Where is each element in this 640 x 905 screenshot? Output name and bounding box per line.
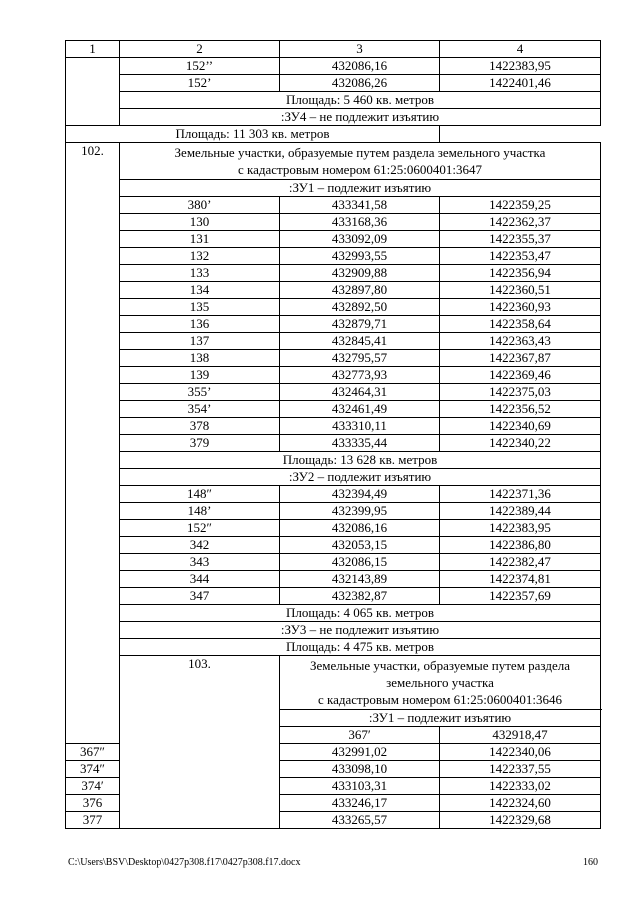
note-row (66, 126, 601, 143)
point-number-cell: 134 (120, 282, 280, 299)
x-coordinate-cell: 432461,49 (280, 401, 440, 418)
x-coordinate-cell: 432897,80 (280, 282, 440, 299)
point-number-cell: 376 (66, 795, 120, 812)
point-number-cell: 355’ (120, 384, 280, 401)
note-row (66, 622, 601, 639)
item-title-line: Земельные участки, образуемые путем раздела земельного участка (310, 658, 570, 690)
y-coordinate-cell: 1422359,25 (440, 197, 601, 214)
table-row (66, 231, 601, 248)
point-number-cell: 344 (120, 571, 280, 588)
x-coordinate-cell: 433098,10 (280, 761, 440, 778)
point-number-cell: 347 (120, 588, 280, 605)
item-row (66, 143, 601, 180)
y-coordinate-cell: 1422353,47 (440, 248, 601, 265)
item-title-cell (280, 656, 601, 710)
footer-file-path: C:\Users\BSV\Desktop\0427p308.f17\0427p308.f17.docx (68, 857, 301, 868)
x-coordinate-cell: 432464,31 (280, 384, 440, 401)
note-row (66, 469, 601, 486)
table-row (66, 435, 601, 452)
x-coordinate-cell: 433265,57 (280, 812, 440, 829)
item-title-line: с кадастровым номером 61:25:0600401:3646 (317, 692, 563, 707)
note-row (66, 109, 601, 126)
point-number-cell: 378 (120, 418, 280, 435)
point-number-cell: 138 (120, 350, 280, 367)
header-cell-3: 3 (280, 41, 440, 58)
point-number-cell: 133 (120, 265, 280, 282)
x-coordinate-cell: 432993,55 (280, 248, 440, 265)
x-coordinate-cell: 432845,41 (280, 333, 440, 350)
x-coordinate-cell: 432892,50 (280, 299, 440, 316)
y-coordinate-cell: 1422360,93 (440, 299, 601, 316)
point-number-cell: 148″ (120, 486, 280, 503)
y-coordinate-cell: 1422382,47 (440, 554, 601, 571)
y-coordinate-cell: 1422340,69 (440, 418, 601, 435)
y-coordinate-cell: 1422401,46 (440, 75, 601, 92)
y-coordinate-cell: 1422333,02 (440, 778, 601, 795)
header-cell-1: 1 (66, 41, 120, 58)
table-header-row (66, 41, 601, 58)
y-coordinate-cell: 1422355,37 (440, 231, 601, 248)
header-cell-4: 4 (440, 41, 601, 58)
table-row (66, 248, 601, 265)
x-coordinate-cell: 432991,02 (280, 744, 440, 761)
note-cell: Площадь: 13 628 кв. метров (120, 452, 601, 469)
x-coordinate-cell: 432143,89 (280, 571, 440, 588)
y-coordinate-cell: 1422367,87 (440, 350, 601, 367)
point-number-cell: 132 (120, 248, 280, 265)
y-coordinate-cell: 1422389,44 (440, 503, 601, 520)
y-coordinate-cell: 1422340,22 (440, 435, 601, 452)
point-number-cell: 342 (120, 537, 280, 554)
note-cell: :ЗУ2 – подлежит изъятию (120, 469, 601, 486)
point-number-cell: 343 (120, 554, 280, 571)
y-coordinate-cell: 1422383,95 (440, 58, 601, 75)
y-coordinate-cell: 1422340,06 (440, 744, 601, 761)
point-number-cell: 379 (120, 435, 280, 452)
table-row (66, 588, 601, 605)
note-cell: :ЗУ1 – подлежит изъятию (280, 710, 601, 727)
point-number-cell: 354’ (120, 401, 280, 418)
x-coordinate-cell: 432879,71 (280, 316, 440, 333)
table-row (66, 197, 601, 214)
table-row (66, 401, 601, 418)
header-cell-2: 2 (120, 41, 280, 58)
x-coordinate-cell: 432086,15 (280, 554, 440, 571)
x-coordinate-cell: 433341,58 (280, 197, 440, 214)
y-coordinate-cell: 1422357,69 (440, 588, 601, 605)
y-coordinate-cell: 1422324,60 (440, 795, 601, 812)
y-coordinate-cell: 1422386,80 (440, 537, 601, 554)
table-row (66, 384, 601, 401)
x-coordinate-cell: 433168,36 (280, 214, 440, 231)
point-number-cell: 367′ (280, 727, 440, 744)
y-coordinate-cell: 1422362,37 (440, 214, 601, 231)
y-coordinate-cell: 1422371,36 (440, 486, 601, 503)
x-coordinate-cell: 432795,57 (280, 350, 440, 367)
x-coordinate-cell: 433335,44 (280, 435, 440, 452)
note-cell: :ЗУ3 – не подлежит изъятию (120, 622, 601, 639)
x-coordinate-cell: 432773,93 (280, 367, 440, 384)
point-number-cell: 374″ (66, 761, 120, 778)
note-cell: Площадь: 4 475 кв. метров (120, 639, 601, 656)
item-number-cell: 103. (120, 656, 280, 829)
note-row (66, 452, 601, 469)
x-coordinate-cell: 433246,17 (280, 795, 440, 812)
table-row (66, 58, 601, 75)
x-coordinate-cell: 433092,09 (280, 231, 440, 248)
y-coordinate-cell: 1422369,46 (440, 367, 601, 384)
note-row (66, 639, 601, 656)
table-row (66, 350, 601, 367)
y-coordinate-cell: 1422383,95 (440, 520, 601, 537)
point-number-cell: 152’ (120, 75, 280, 92)
y-coordinate-cell: 1422375,03 (440, 384, 601, 401)
point-number-cell: 131 (120, 231, 280, 248)
table-row (66, 367, 601, 384)
table-row (66, 418, 601, 435)
note-cell: Площадь: 11 303 кв. метров (66, 126, 440, 143)
page-number: 160 (583, 857, 598, 868)
table-row (66, 75, 601, 92)
note-cell: :ЗУ1 – подлежит изъятию (120, 180, 601, 197)
note-cell: Площадь: 5 460 кв. метров (120, 92, 601, 109)
table-row (66, 554, 601, 571)
x-coordinate-cell: 432382,87 (280, 588, 440, 605)
y-coordinate-cell: 1422329,68 (440, 812, 601, 829)
item-title-line: с кадастровым номером 61:25:0600401:3647 (237, 162, 483, 177)
table-row (66, 503, 601, 520)
point-number-cell: 374′ (66, 778, 120, 795)
note-cell: :ЗУ4 – не подлежит изъятию (120, 109, 601, 126)
point-number-cell: 135 (120, 299, 280, 316)
point-number-cell: 148’ (120, 503, 280, 520)
x-coordinate-cell: 432086,16 (280, 58, 440, 75)
note-row (66, 92, 601, 109)
note-row (66, 605, 601, 622)
point-number-cell: 367″ (66, 744, 120, 761)
x-coordinate-cell: 432909,88 (280, 265, 440, 282)
x-coordinate-cell: 432918,47 (440, 727, 601, 744)
point-number-cell: 152’’ (120, 58, 280, 75)
point-number-cell: 377 (66, 812, 120, 829)
x-coordinate-cell: 432394,49 (280, 486, 440, 503)
table-row (66, 316, 601, 333)
point-number-cell: 152″ (120, 520, 280, 537)
table-row (66, 299, 601, 316)
point-number-cell: 380’ (120, 197, 280, 214)
point-number-cell: 130 (120, 214, 280, 231)
y-coordinate-cell: 1422374,81 (440, 571, 601, 588)
item-row (66, 656, 601, 710)
table-row (66, 537, 601, 554)
y-coordinate-cell: 1422363,43 (440, 333, 601, 350)
table-row (66, 282, 601, 299)
item-title-cell (120, 143, 601, 180)
point-number-cell: 136 (120, 316, 280, 333)
note-row (66, 180, 601, 197)
table-row (66, 486, 601, 503)
table-row (66, 265, 601, 282)
y-coordinate-cell: 1422358,64 (440, 316, 601, 333)
table-row (66, 520, 601, 537)
table-row (66, 333, 601, 350)
y-coordinate-cell: 1422356,52 (440, 401, 601, 418)
table-row (66, 214, 601, 231)
x-coordinate-cell: 433310,11 (280, 418, 440, 435)
point-number-cell: 139 (120, 367, 280, 384)
item-number-cell: 102. (66, 143, 120, 744)
x-coordinate-cell: 432399,95 (280, 503, 440, 520)
y-coordinate-cell: 1422356,94 (440, 265, 601, 282)
x-coordinate-cell: 432086,26 (280, 75, 440, 92)
y-coordinate-cell: 1422360,51 (440, 282, 601, 299)
point-number-cell: 137 (120, 333, 280, 350)
x-coordinate-cell: 432086,16 (280, 520, 440, 537)
coordinates-table (65, 40, 601, 829)
item-number-cell (66, 58, 120, 126)
y-coordinate-cell: 1422337,55 (440, 761, 601, 778)
item-title-line: Земельные участки, образуемые путем раздела земельного участка (174, 145, 546, 160)
table-row (66, 571, 601, 588)
x-coordinate-cell: 433103,31 (280, 778, 440, 795)
table-body (66, 41, 601, 829)
x-coordinate-cell: 432053,15 (280, 537, 440, 554)
note-cell: Площадь: 4 065 кв. метров (120, 605, 601, 622)
